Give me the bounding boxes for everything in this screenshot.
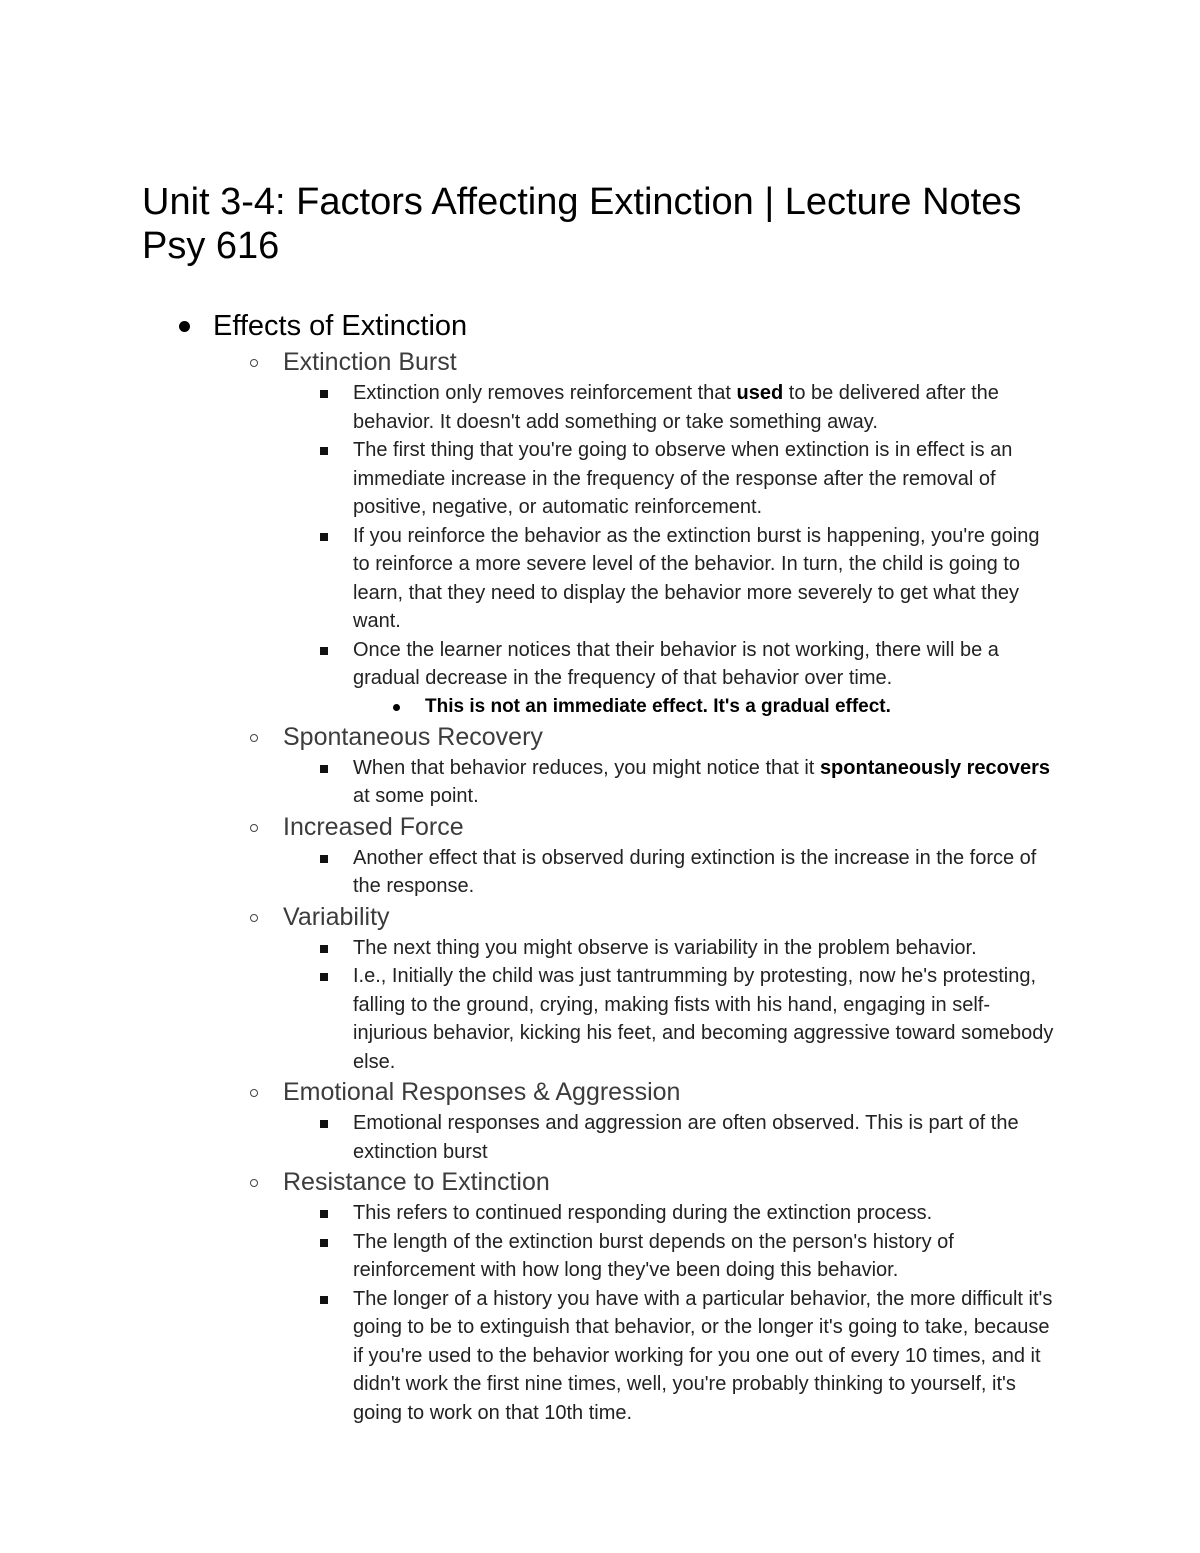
subsection bbox=[283, 901, 1200, 1077]
filled-square-bullet-icon bbox=[320, 447, 328, 455]
filled-square-bullet-icon bbox=[320, 1239, 328, 1247]
subsection bbox=[283, 1076, 1200, 1166]
bullet-list bbox=[283, 1109, 1200, 1166]
hollow-circle-bullet-icon bbox=[250, 914, 258, 922]
bullet-list bbox=[283, 379, 1200, 721]
subsection-heading: Variability bbox=[283, 902, 390, 931]
list-item-emphasis: used bbox=[736, 382, 784, 404]
subsection-heading: Resistance to Extinction bbox=[283, 1168, 550, 1196]
subsection-heading: Emotional Responses & Aggression bbox=[283, 1078, 681, 1106]
small-filled-circle-bullet-icon bbox=[393, 704, 400, 711]
page-title: Unit 3-4: Factors Affecting Extinction | Lecture Notes Psy 616 bbox=[142, 181, 1022, 267]
list-item bbox=[353, 754, 1058, 811]
list-item bbox=[353, 1199, 1058, 1228]
bullet-list bbox=[283, 844, 1200, 901]
subsection-heading: Spontaneous Recovery bbox=[283, 722, 543, 751]
filled-square-bullet-icon bbox=[320, 390, 328, 398]
hollow-circle-bullet-icon bbox=[250, 1089, 258, 1097]
list-item-text: The first thing that you're going to observe when extinction is in effect is an immediate increase in the frequency of the response after the removal of positive, negative, or automatic reinforcement. bbox=[353, 439, 1013, 518]
filled-circle-bullet-icon bbox=[179, 321, 190, 332]
subsection bbox=[283, 1166, 1200, 1427]
filled-square-bullet-icon bbox=[320, 945, 328, 953]
subsection-heading: Extinction Burst bbox=[283, 348, 457, 376]
hollow-circle-bullet-icon bbox=[250, 1179, 258, 1187]
list-item-text: This refers to continued responding during the extinction process. bbox=[353, 1202, 933, 1224]
list-item bbox=[353, 636, 1058, 693]
bullet-list bbox=[283, 1199, 1200, 1427]
list-item-text: Another effect that is observed during extinction is the increase in the force of the response. bbox=[353, 846, 1037, 897]
list-item-text: I.e., Initially the child was just tantrumming by protesting, now he's protesting, falling to the ground, crying, making fists with his hand, engaging in self-injurious behavior, kicking his feet, and becoming aggressive toward somebody else. bbox=[353, 965, 1054, 1073]
filled-square-bullet-icon bbox=[320, 647, 328, 655]
list-item-text: When that behavior reduces, you might notice that it bbox=[353, 756, 820, 779]
subsection bbox=[283, 721, 1200, 811]
list-item bbox=[353, 1285, 1058, 1428]
list-item-text: If you reinforce the behavior as the extinction burst is happening, you're going to reinforce a more severe level of the behavior. In turn, the child is going to learn, that they need to display the behavior more severely to get what they want. bbox=[353, 524, 1040, 632]
filled-square-bullet-icon bbox=[320, 1120, 328, 1128]
list-item-text: Once the learner notices that their behavior is not working, there will be a gradual decrease in the frequency of that behavior over time. bbox=[353, 638, 999, 689]
list-item bbox=[353, 522, 1058, 636]
filled-square-bullet-icon bbox=[320, 1210, 328, 1218]
filled-square-bullet-icon bbox=[320, 765, 328, 773]
filled-square-bullet-icon bbox=[320, 1296, 328, 1304]
list-item-text: The length of the extinction burst depends on the person's history of reinforcement with how long they've been doing this behavior. bbox=[353, 1230, 954, 1281]
list-item-emphasis: spontaneously recovers bbox=[819, 756, 1051, 779]
outline bbox=[0, 306, 1200, 1427]
list-item-text: Emotional responses and aggression are often observed. This is part of the extinction burst bbox=[353, 1112, 1019, 1163]
subsection bbox=[283, 346, 1200, 721]
list-item-text: Extinction only removes reinforcement that bbox=[353, 382, 737, 404]
filled-square-bullet-icon bbox=[320, 533, 328, 541]
sub-list-item-text: This is not an immediate effect. It's a gradual effect. bbox=[425, 695, 891, 717]
list-item bbox=[353, 962, 1058, 1076]
subsection-heading: Increased Force bbox=[283, 812, 464, 841]
list-item-text-continued: at some point. bbox=[353, 785, 479, 807]
list-item bbox=[353, 1109, 1058, 1166]
list-item-text: The longer of a history you have with a particular behavior, the more difficult it's going to be to extinguish that behavior, or the longer it's going to take, because if you're used to the behavior working for you one out of every 10 times, and it didn't work the first nine times, well, you're probably thinking to yourself, it's going to work on that 10th time. bbox=[353, 1287, 1053, 1424]
list-item-text: The next thing you might observe is variability in the problem behavior. bbox=[353, 936, 977, 959]
bullet-list bbox=[283, 754, 1200, 811]
list-item bbox=[353, 844, 1058, 901]
list-item bbox=[353, 436, 1058, 522]
bullet-list bbox=[283, 934, 1200, 1077]
filled-square-bullet-icon bbox=[320, 855, 328, 863]
hollow-circle-bullet-icon bbox=[250, 734, 258, 742]
filled-square-bullet-icon bbox=[320, 973, 328, 981]
section-effects-of-extinction bbox=[213, 306, 1200, 1427]
hollow-circle-bullet-icon bbox=[250, 359, 258, 367]
hollow-circle-bullet-icon bbox=[250, 824, 258, 832]
sub-list-item bbox=[425, 693, 1200, 721]
list-item-text-continued: to be delivered after the behavior. It doesn't add something or take something away. bbox=[353, 382, 999, 433]
section-heading: Effects of Extinction bbox=[213, 310, 468, 342]
subsection-list bbox=[213, 346, 1200, 1427]
list-item bbox=[353, 1228, 1058, 1285]
list-item bbox=[353, 934, 1058, 963]
subsection bbox=[283, 811, 1200, 901]
list-item bbox=[353, 379, 1058, 436]
